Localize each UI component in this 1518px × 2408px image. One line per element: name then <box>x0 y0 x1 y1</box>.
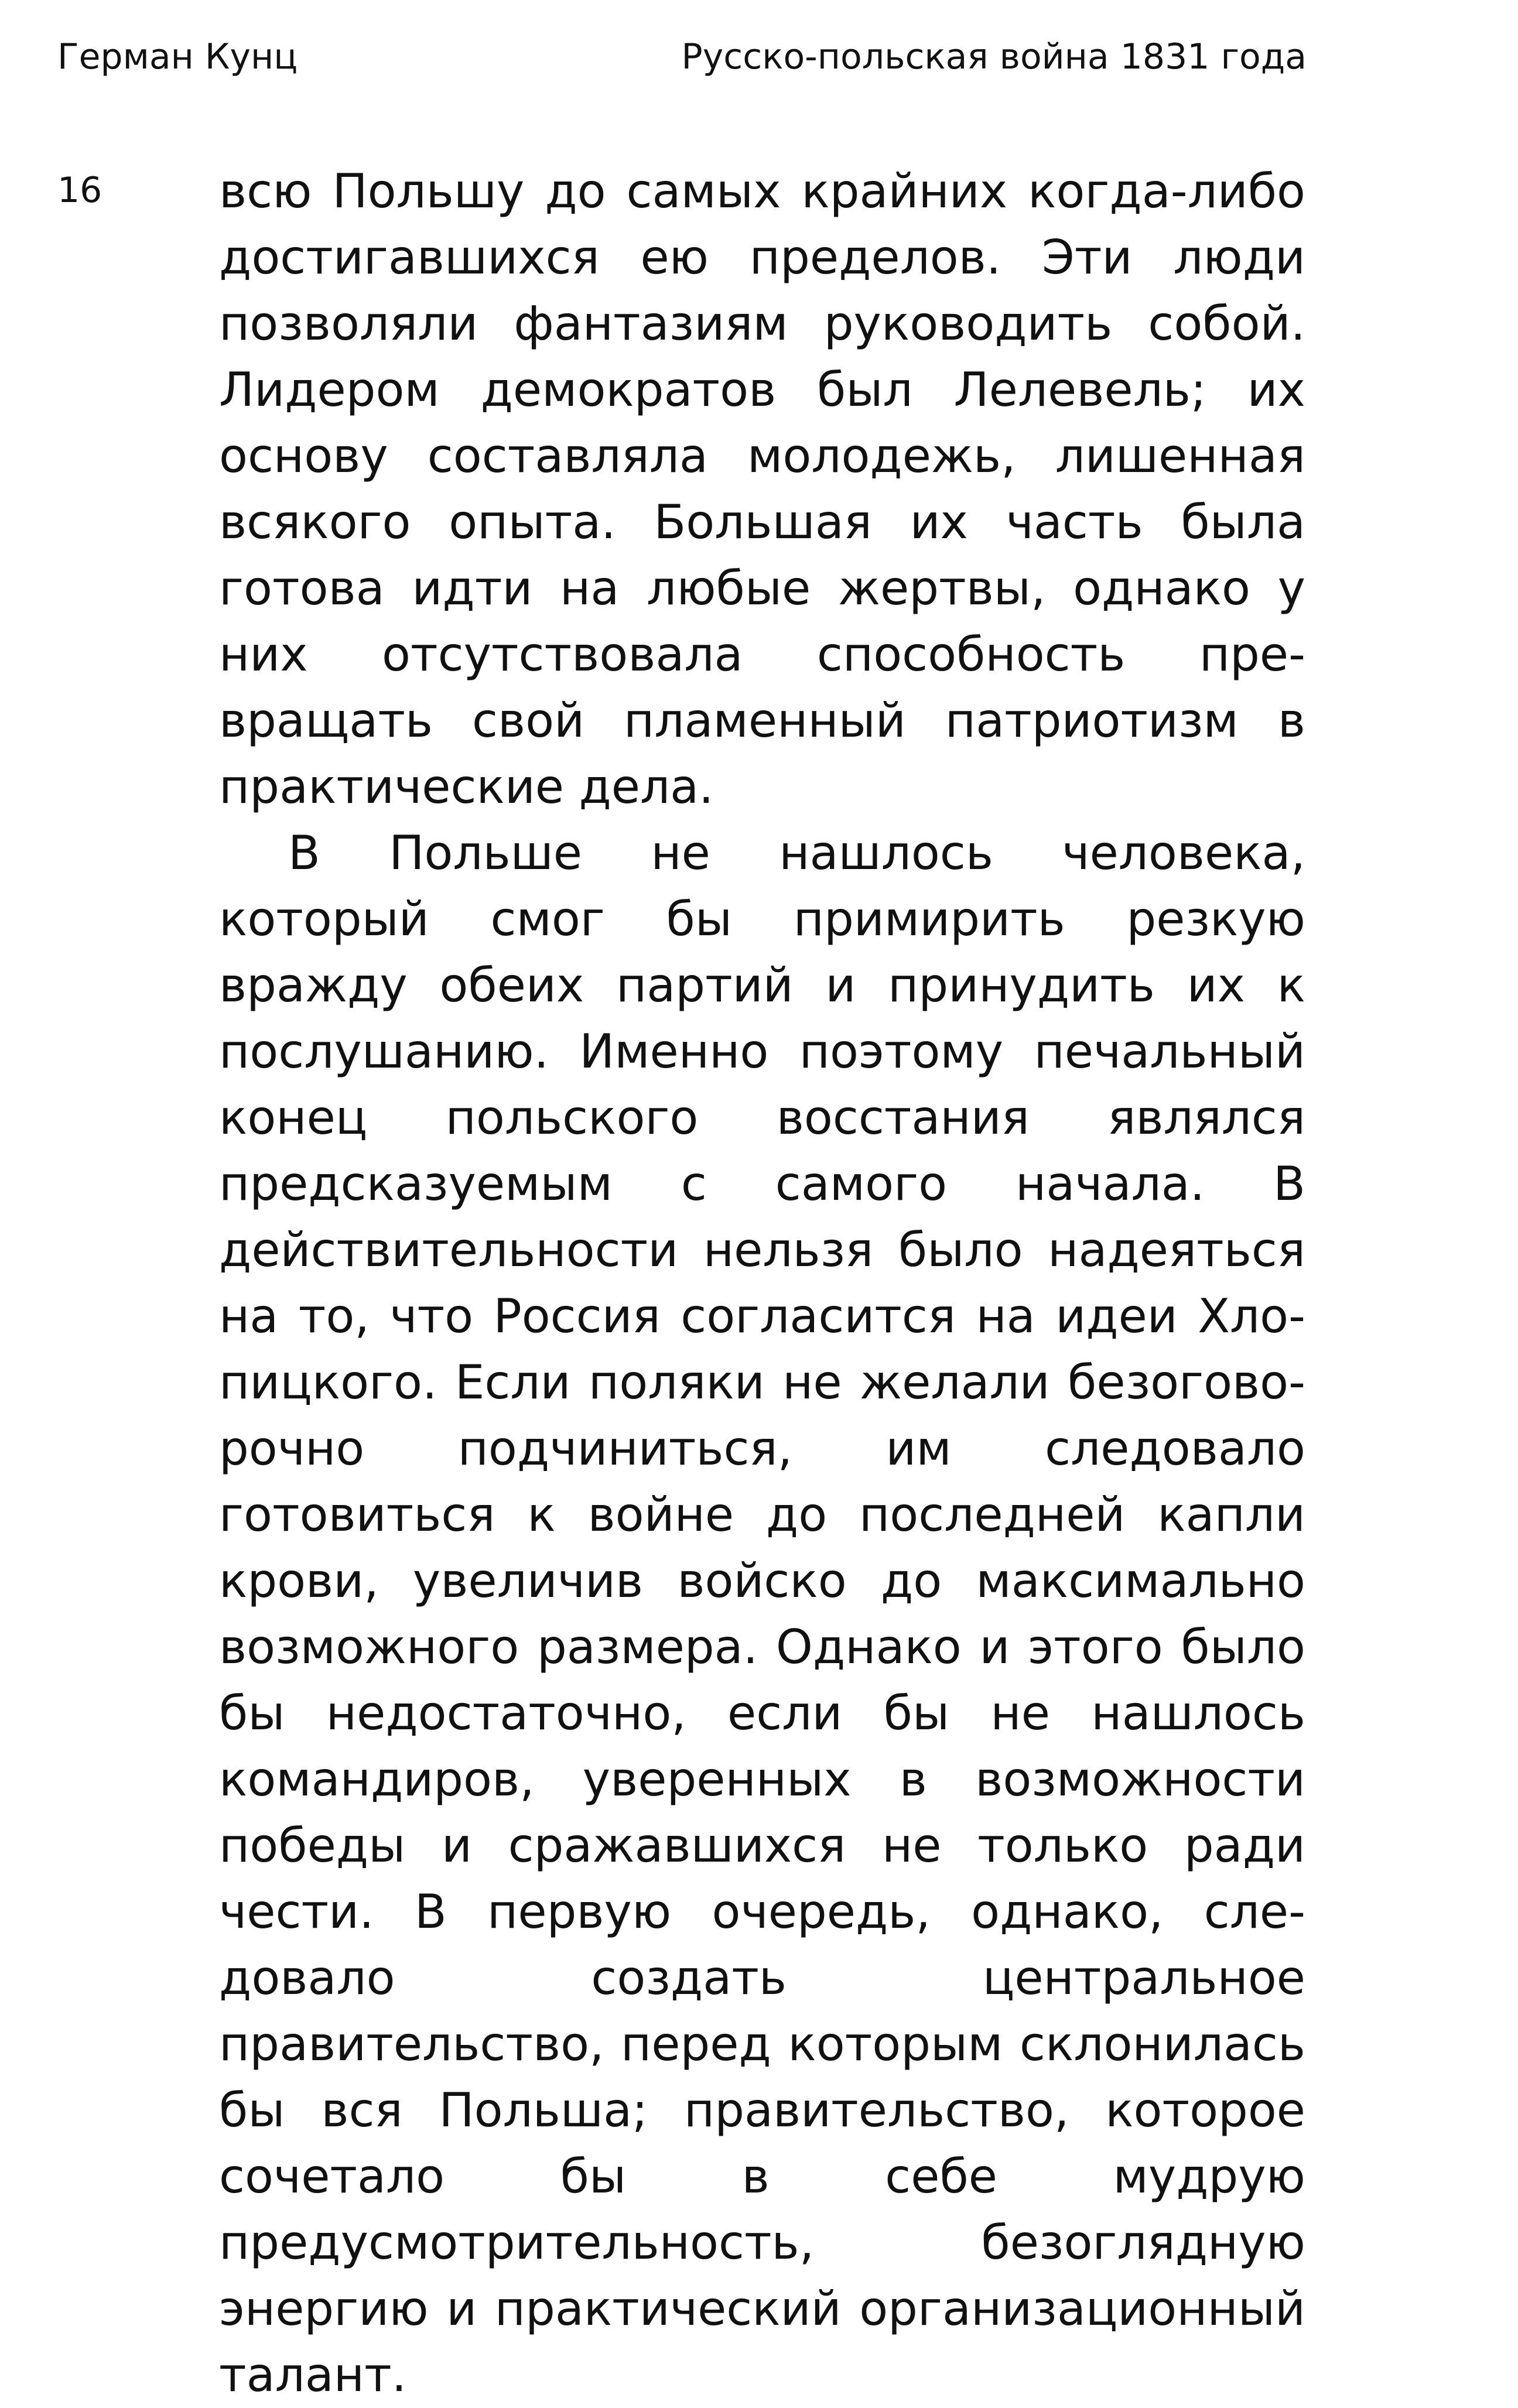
body-text <box>219 158 1305 2408</box>
paragraph-2: В Польше не нашлось человека, который смог бы примирить резкую вражду обеих партий и принудить их к послушанию. Именно поэтому печальный конец польского восстания являлся предсказуемым с самого начала. В действительности нельзя было надеяться на то, что Россия согласится на идеи Хлопицкого. Если поляки не желали безоговорочно подчиниться, им следовало готовиться к войне до последней капли крови, увеличив войско до максимально возможного размера. Однако и этого было бы недостаточно, если бы не нашлось командиров, уверенных в возможности победы и сражавшихся не только ради чести. В первую очередь, однако, следовало создать центральное правительство, перед которым склонилась бы вся Польша; правительство, которое сочетало бы в себе мудрую предусмотрительность, безоглядную энергию и практический организационный талант. <box>219 826 1305 2402</box>
running-header-author: Герман Кунц <box>57 36 298 77</box>
running-header-book-title: Русско-польская война 1831 года <box>681 36 1307 77</box>
paragraph-1: всю Польшу до самых крайних когда-либо достигавшихся ею пределов. Эти люди позволяли фантазиям руководить собой. Лидером демократов был Лелевель; их основу составляла молодежь, лишенная всякого опыта. Большая их часть была готова идти на любые жертвы, однако у них отсутствовала способность превращать свой пламенный патриотизм в практические дела. <box>219 164 1305 814</box>
page-number: 16 <box>57 170 102 211</box>
running-header <box>57 30 1307 83</box>
